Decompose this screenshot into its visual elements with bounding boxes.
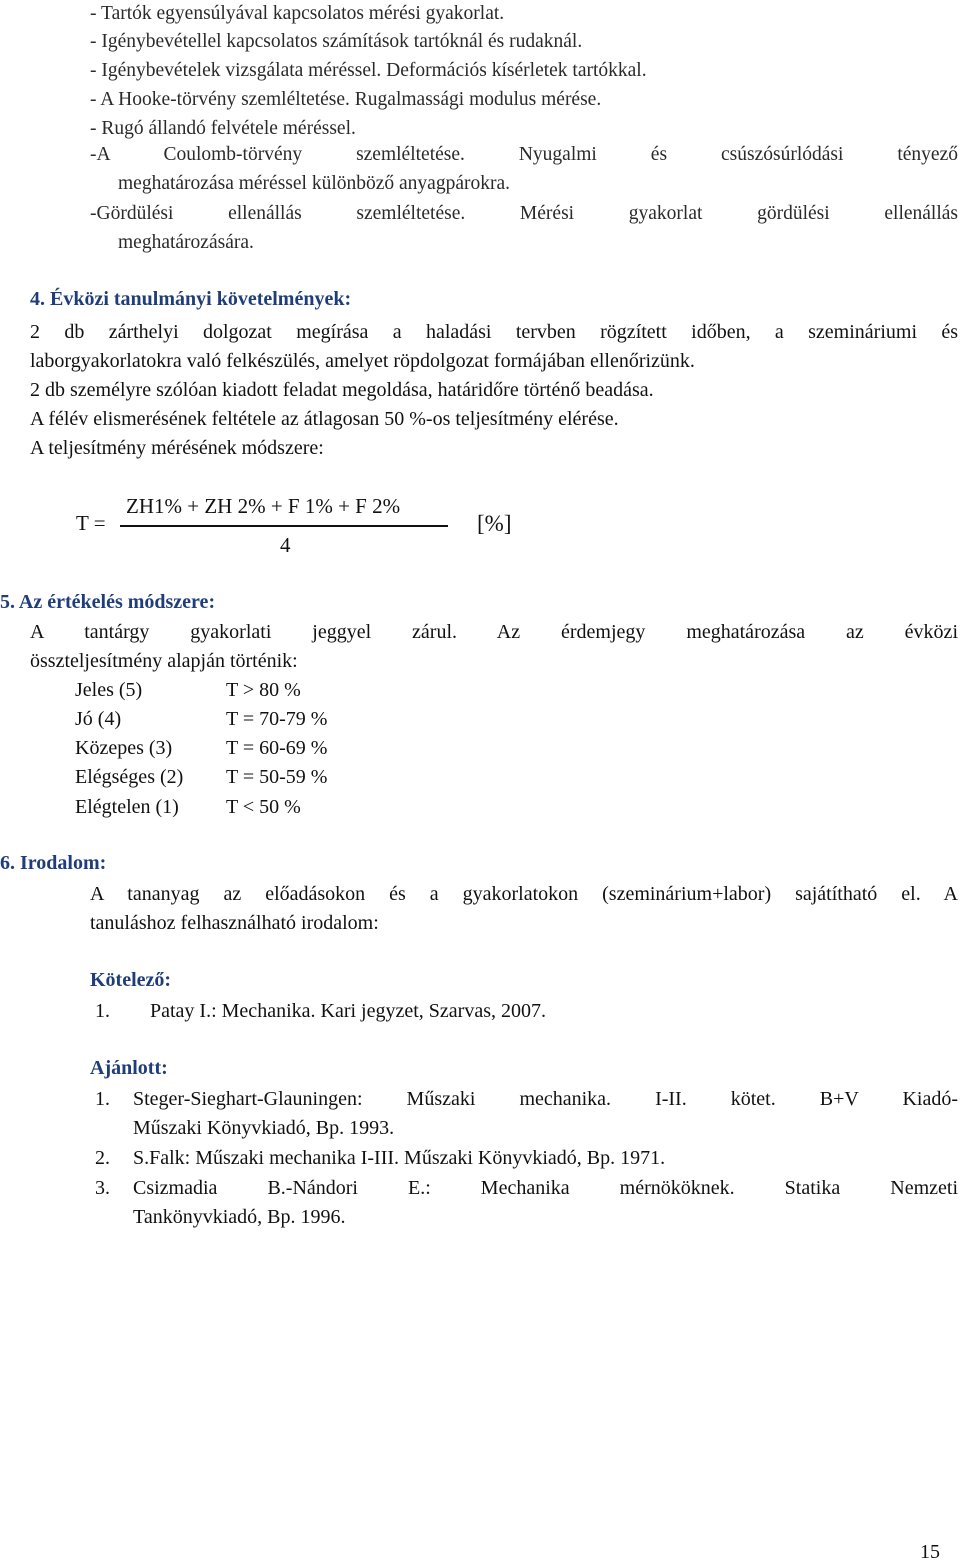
formula-lhs: T = bbox=[76, 511, 106, 535]
paragraph-line: A teljesítmény mérésének módszere: bbox=[30, 437, 324, 459]
section-heading: 6. Irodalom: bbox=[0, 852, 107, 874]
fraction-bar bbox=[120, 525, 448, 527]
reference-item-continuation: Műszaki Könyvkiadó, Bp. 1993. bbox=[133, 1117, 395, 1139]
grade-range: T = 70-79 % bbox=[226, 708, 328, 730]
subheading-required: Kötelező: bbox=[90, 969, 172, 991]
reference-item: Csizmadia B.-Nándori E.: Mechanika mérnököknek. Statika Nemzeti bbox=[133, 1177, 958, 1199]
bullet-item: -Gördülési ellenállás szemléltetése. Mérési gyakorlat gördülési ellenállás bbox=[90, 203, 958, 224]
grade-label: Jó (4) bbox=[75, 708, 122, 730]
reference-item-continuation: Tankönyvkiadó, Bp. 1996. bbox=[133, 1206, 346, 1228]
paragraph-line: A tantárgy gyakorlati jeggyel zárul. Az érdemjegy meghatározása az évközi bbox=[30, 621, 958, 643]
bullet-item: - Rugó állandó felvétele méréssel. bbox=[90, 118, 356, 139]
list-number: 3. bbox=[95, 1177, 110, 1199]
list-number: 2. bbox=[95, 1147, 110, 1169]
formula-denominator: 4 bbox=[280, 533, 291, 557]
bullet-item: - Igénybevétellel kapcsolatos számítások tartóknál és rudaknál. bbox=[90, 31, 583, 52]
section-heading: 4. Évközi tanulmányi követelmények: bbox=[30, 288, 352, 310]
bullet-item-continuation: meghatározása méréssel különböző anyagpárokra. bbox=[118, 173, 510, 194]
grade-range: T = 50-59 % bbox=[226, 766, 328, 788]
formula-numerator: ZH1% + ZH 2% + F 1% + F 2% bbox=[126, 494, 401, 518]
reference-item: Patay I.: Mechanika. Kari jegyzet, Szarvas, 2007. bbox=[150, 1000, 546, 1022]
grade-range: T = 60-69 % bbox=[226, 737, 328, 759]
paragraph-line: tanuláshoz felhasználható irodalom: bbox=[90, 912, 379, 934]
formula-unit: [%] bbox=[477, 511, 512, 536]
list-number: 1. bbox=[95, 1000, 110, 1022]
bullet-item: -A Coulomb-törvény szemléltetése. Nyugalmi és csúszósúrlódási tényező bbox=[90, 144, 958, 165]
bullet-item: - Tartók egyensúlyával kapcsolatos mérési gyakorlat. bbox=[90, 3, 505, 24]
subheading-recommended: Ajánlott: bbox=[90, 1057, 168, 1079]
bullet-item-continuation: meghatározására. bbox=[118, 232, 254, 253]
paragraph-line: A tananyag az előadásokon és a gyakorlatokon (szeminárium+labor) sajátítható el. A bbox=[90, 883, 958, 905]
list-number: 1. bbox=[95, 1088, 110, 1110]
paragraph-line: laborgyakorlatokra való felkészülés, amelyet röpdolgozat formájában ellenőrizünk. bbox=[30, 350, 695, 372]
paragraph-line: A félév elismerésének feltétele az átlagosan 50 %-os teljesítmény elérése. bbox=[30, 408, 619, 430]
section-heading: 5. Az értékelés módszere: bbox=[0, 591, 216, 613]
reference-item: Steger-Sieghart-Glauningen: Műszaki mechanika. I-II. kötet. B+V Kiadó- bbox=[133, 1088, 958, 1110]
bullet-item: - Igénybevételek vizsgálata méréssel. Deformációs kísérletek tartókkal. bbox=[90, 60, 647, 81]
page-number: 15 bbox=[920, 1541, 940, 1563]
grade-range: T < 50 % bbox=[226, 796, 301, 818]
grade-label: Elégtelen (1) bbox=[75, 796, 179, 818]
paragraph-line: 2 db zárthelyi dolgozat megírása a haladási tervben rögzített időben, a szemináriumi és bbox=[30, 321, 958, 343]
bullet-item: - A Hooke-törvény szemléltetése. Rugalmassági modulus mérése. bbox=[90, 89, 602, 110]
grade-label: Elégséges (2) bbox=[75, 766, 184, 788]
paragraph-line: összteljesítmény alapján történik: bbox=[30, 650, 298, 672]
paragraph-line: 2 db személyre szólóan kiadott feladat megoldása, határidőre történő beadása. bbox=[30, 379, 654, 401]
grade-range: T > 80 % bbox=[226, 679, 301, 701]
reference-item: S.Falk: Műszaki mechanika I-III. Műszaki Könyvkiadó, Bp. 1971. bbox=[133, 1147, 666, 1169]
grade-label: Közepes (3) bbox=[75, 737, 173, 759]
grade-label: Jeles (5) bbox=[75, 679, 143, 701]
